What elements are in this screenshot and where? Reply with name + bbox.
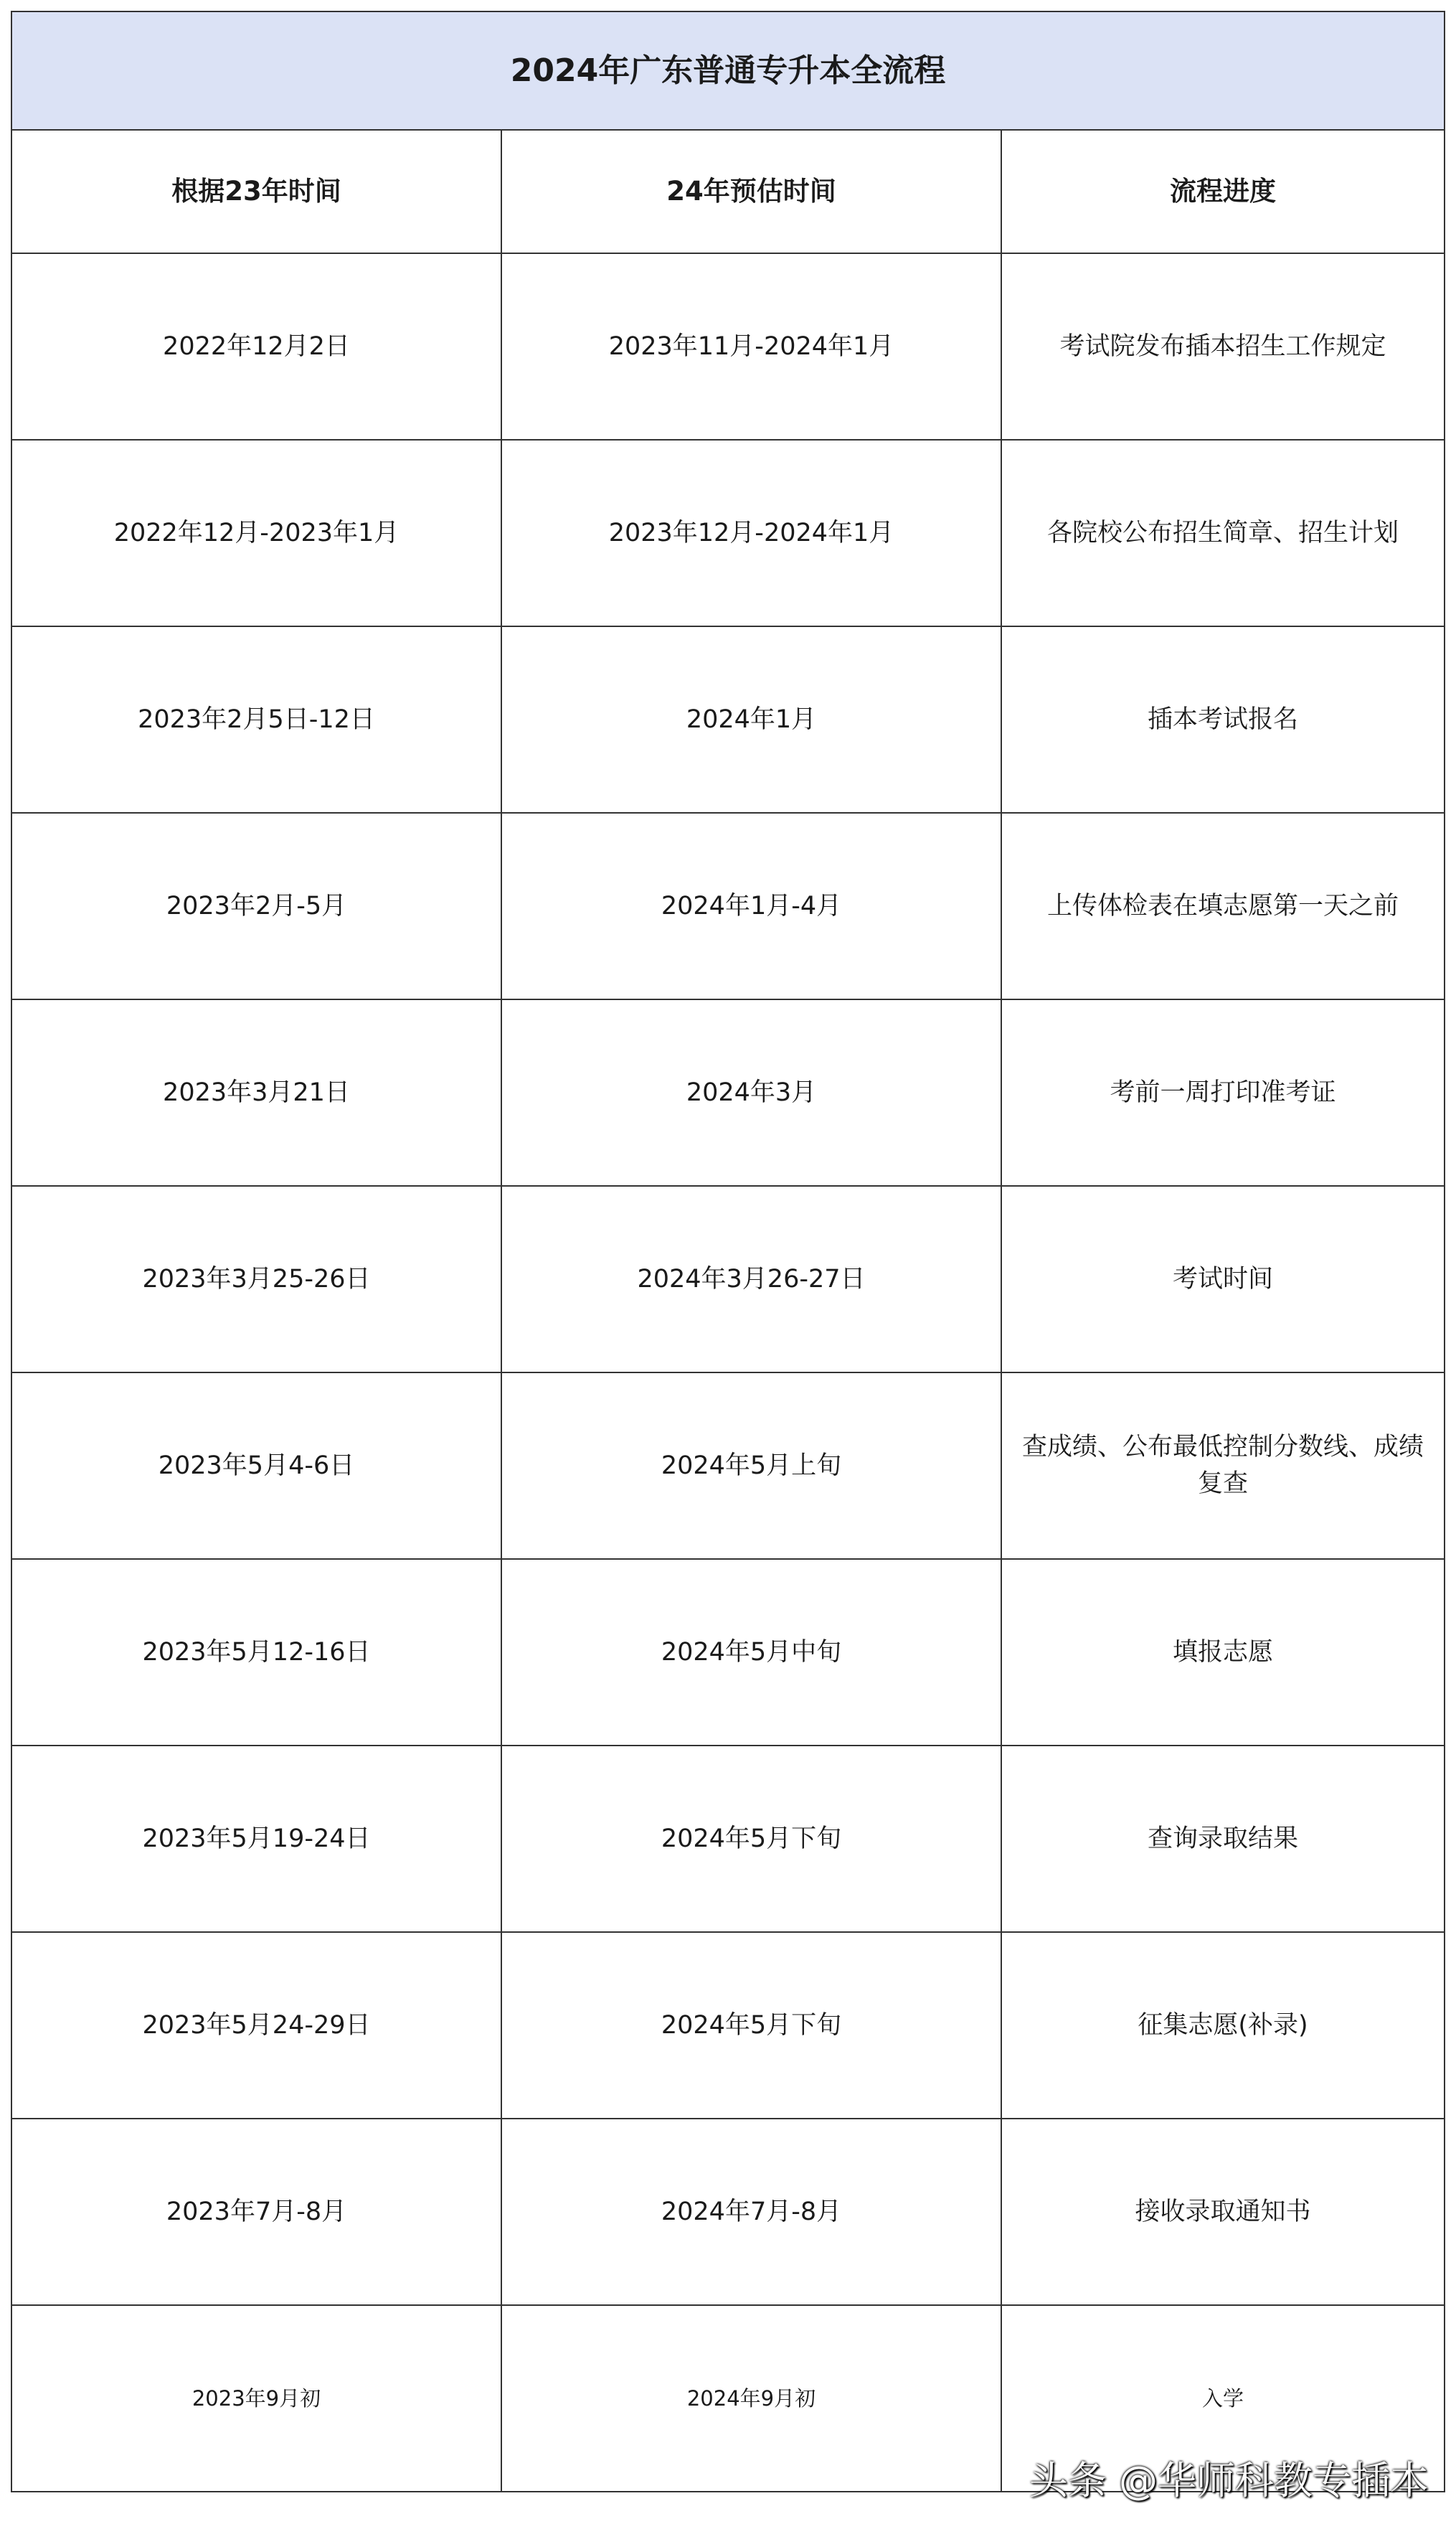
- cell-2024-estimate: 2024年5月中旬: [501, 1559, 1001, 1746]
- cell-process-step: 插本考试报名: [1001, 626, 1445, 813]
- cell-process-step: 上传体检表在填志愿第一天之前: [1001, 813, 1445, 999]
- table-row: [11, 253, 1445, 440]
- cell-2024-estimate: 2023年11月-2024年1月: [501, 253, 1001, 440]
- table-row: [11, 626, 1445, 813]
- cell-2024-estimate: 2024年1月-4月: [501, 813, 1001, 999]
- cell-2023-time: 2022年12月-2023年1月: [11, 440, 501, 626]
- cell-process-step: 各院校公布招生简章、招生计划: [1001, 440, 1445, 626]
- column-header: 根据23年时间: [11, 130, 501, 253]
- table-row: [11, 813, 1445, 999]
- table-row: [11, 1746, 1445, 1932]
- cell-2023-time: 2023年9月初: [11, 2305, 501, 2492]
- cell-2024-estimate: 2024年1月: [501, 626, 1001, 813]
- cell-2023-time: 2023年5月19-24日: [11, 1746, 501, 1932]
- column-header: 流程进度: [1001, 130, 1445, 253]
- cell-2024-estimate: 2024年5月下旬: [501, 1932, 1001, 2119]
- cell-2024-estimate: 2024年9月初: [501, 2305, 1001, 2492]
- column-header: 24年预估时间: [501, 130, 1001, 253]
- cell-2024-estimate: 2023年12月-2024年1月: [501, 440, 1001, 626]
- table-row: [11, 1186, 1445, 1372]
- header-row: [11, 130, 1445, 253]
- cell-2024-estimate: 2024年5月下旬: [501, 1746, 1001, 1932]
- cell-process-step: 征集志愿(补录): [1001, 1932, 1445, 2119]
- table-row: [11, 1932, 1445, 2119]
- table-row: [11, 1372, 1445, 1559]
- cell-2023-time: 2023年5月24-29日: [11, 1932, 501, 2119]
- table-row: [11, 2119, 1445, 2305]
- cell-process-step: 入学: [1001, 2305, 1445, 2492]
- cell-2024-estimate: 2024年7月-8月: [501, 2119, 1001, 2305]
- cell-process-step: 查成绩、公布最低控制分数线、成绩复查: [1001, 1372, 1445, 1559]
- cell-2023-time: 2023年7月-8月: [11, 2119, 501, 2305]
- cell-2023-time: 2023年3月21日: [11, 999, 501, 1186]
- cell-process-step: 考试时间: [1001, 1186, 1445, 1372]
- cell-process-step: 考前一周打印准考证: [1001, 999, 1445, 1186]
- table-title: 2024年广东普通专升本全流程: [11, 11, 1445, 130]
- cell-2024-estimate: 2024年5月上旬: [501, 1372, 1001, 1559]
- cell-process-step: 考试院发布插本招生工作规定: [1001, 253, 1445, 440]
- cell-2024-estimate: 2024年3月: [501, 999, 1001, 1186]
- schedule-table: [11, 11, 1445, 2492]
- cell-2023-time: 2023年3月25-26日: [11, 1186, 501, 1372]
- cell-2024-estimate: 2024年3月26-27日: [501, 1186, 1001, 1372]
- cell-process-step: 接收录取通知书: [1001, 2119, 1445, 2305]
- cell-2023-time: 2022年12月2日: [11, 253, 501, 440]
- cell-process-step: 填报志愿: [1001, 1559, 1445, 1746]
- cell-2023-time: 2023年2月5日-12日: [11, 626, 501, 813]
- title-row: [11, 11, 1445, 130]
- table-row: [11, 440, 1445, 626]
- table-row: [11, 999, 1445, 1186]
- table-row: [11, 1559, 1445, 1746]
- cell-2023-time: 2023年5月4-6日: [11, 1372, 501, 1559]
- cell-2023-time: 2023年5月12-16日: [11, 1559, 501, 1746]
- watermark: 头条 @华师科教专插本: [1029, 2458, 1429, 2503]
- cell-process-step: 查询录取结果: [1001, 1746, 1445, 1932]
- cell-2023-time: 2023年2月-5月: [11, 813, 501, 999]
